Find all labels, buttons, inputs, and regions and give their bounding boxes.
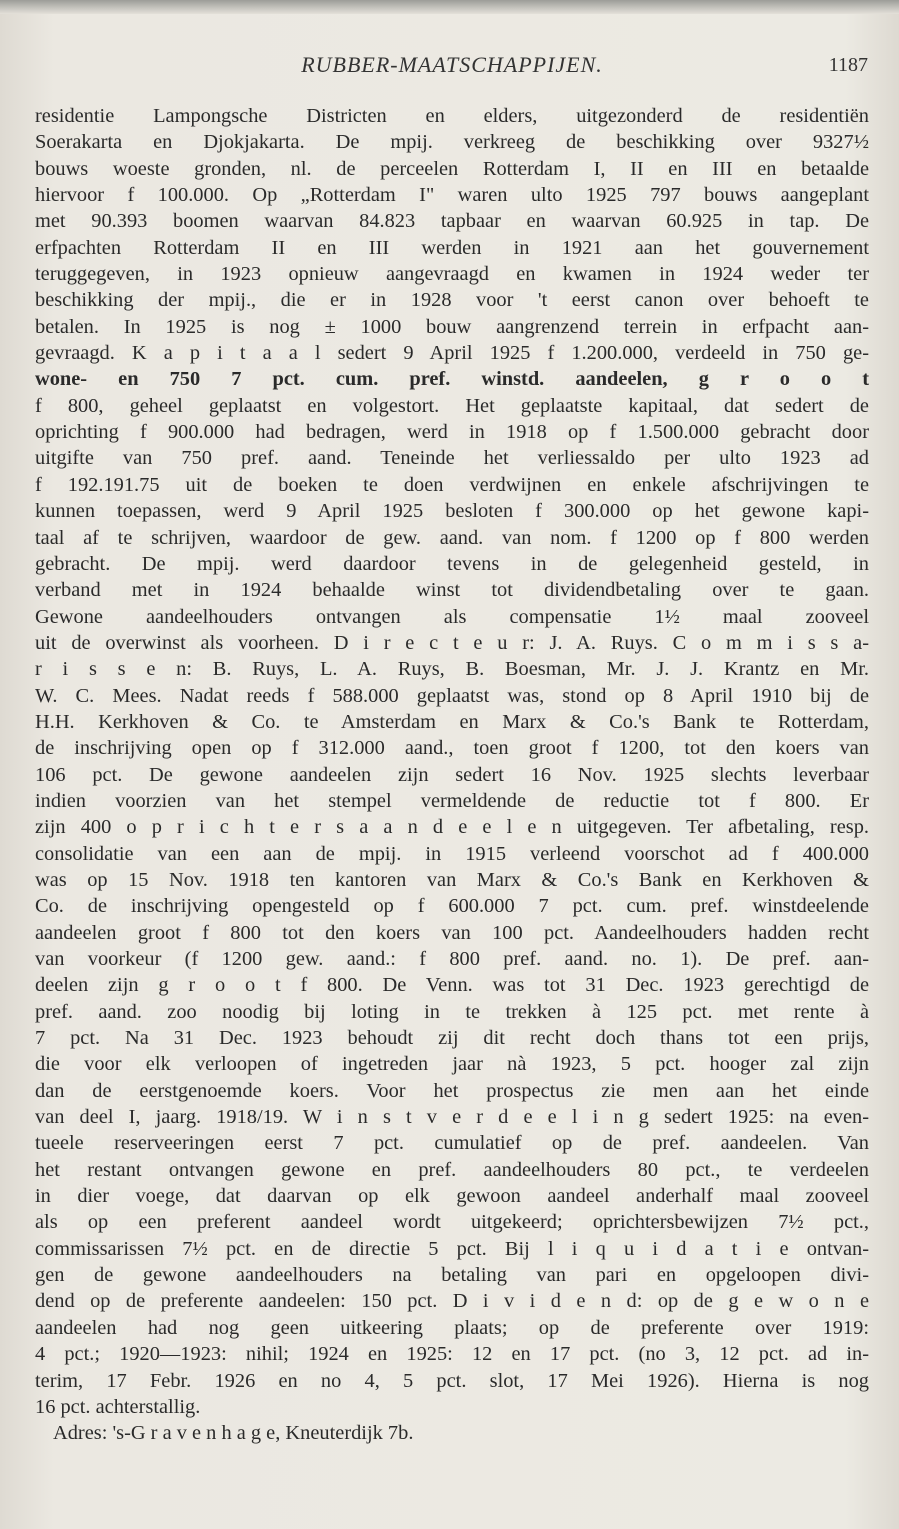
- text-line: indien voorzien van het stempel vermeldende de reductie tot f 800. Er: [35, 789, 869, 812]
- text-line: gen de gewone aandeelhouders na betaling van pari en opgeloopen divi-: [35, 1264, 869, 1287]
- text-line: bouws woeste gronden, nl. de perceelen Rotterdam I, II en III en betaalde: [35, 157, 869, 180]
- text-line: was op 15 Nov. 1918 ten kantoren van Marx & Co.'s Bank en Kerkhoven &: [35, 868, 869, 891]
- text-line: teruggegeven, in 1923 opnieuw aangevraagd en kwamen in 1924 weder ter: [35, 263, 869, 286]
- text-line: aandeelen had nog geen uitkeering plaats; op de preferente over 1919:: [35, 1316, 869, 1339]
- text-line: f 192.191.75 uit de boeken te doen verdwijnen en enkele afschrijvingen te: [35, 473, 869, 496]
- text-line: f 800, geheel geplaatst en volgestort. Het geplaatste kapitaal, dat sedert de: [35, 394, 869, 417]
- text-line: H.H. Kerkhoven & Co. te Amsterdam en Marx & Co.'s Bank te Rotterdam,: [35, 710, 869, 733]
- text-line: W. C. Mees. Nadat reeds f 588.000 geplaatst was, stond op 8 April 1910 bij de: [35, 684, 869, 707]
- text-line: beschikking der mpij., die er in 1928 voor 't eerst canon over behoeft te: [35, 289, 869, 312]
- text-line: commissarissen 7½ pct. en de directie 5 pct. Bij l i q u i d a t i e ontvan-: [35, 1237, 869, 1260]
- text-line-bold: wone- en 750 7 pct. cum. pref. winstd. aandeelen, g r o o t: [35, 368, 869, 391]
- text-line: in dier voege, dat daarvan op elk gewoon aandeel anderhalf maal zooveel: [35, 1185, 869, 1208]
- text-line: Gewone aandeelhouders ontvangen als compensatie 1½ maal zooveel: [35, 605, 869, 628]
- text-line: consolidatie van een aan de mpij. in 1915 verleend voorschot ad f 400.000: [35, 842, 869, 865]
- text-line: uitgifte van 750 pref. aand. Teneinde het verliessaldo per ulto 1923 ad: [35, 447, 869, 470]
- text-line: dend op de preferente aandeelen: 150 pct. D i v i d e n d: op de g e w o n e: [35, 1290, 869, 1313]
- text-line: 4 pct.; 1920—1923: nihil; 1924 en 1925: 12 en 17 pct. (no 3, 12 pct. ad in-: [35, 1343, 869, 1366]
- text-line: deelen zijn g r o o t f 800. De Venn. was tot 31 Dec. 1923 gerechtigd de: [35, 974, 869, 997]
- body-text: [35, 103, 869, 1447]
- text-line: Soerakarta en Djokjakarta. De mpij. verkreeg de beschikking over 9327½: [35, 131, 869, 154]
- address-line: Adres: 's-G r a v e n h a g e, Kneuterdijk 7b.: [53, 1422, 414, 1445]
- text-line: de inschrijving open op f 312.000 aand., toen groot f 1200, tot den koers van: [35, 737, 869, 760]
- text-line: gebracht. De mpij. werd daardoor tevens in de gelegenheid gesteld, in: [35, 552, 869, 575]
- text-line: zijn 400 o p r i c h t e r s a a n d e e l e n uitgegeven. Ter afbetaling, resp.: [35, 816, 869, 839]
- text-line: betalen. In 1925 is nog ± 1000 bouw aangrenzend terrein in erfpacht aan-: [35, 315, 869, 338]
- text-line: hiervoor f 100.000. Op „Rotterdam I" waren ulto 1925 797 bouws aangeplant: [35, 184, 869, 207]
- text-line: erfpachten Rotterdam II en III werden in 1921 aan het gouvernement: [35, 236, 869, 259]
- text-line: 106 pct. De gewone aandeelen zijn sedert 16 Nov. 1925 slechts leverbaar: [35, 763, 869, 786]
- text-line: r i s s e n: B. Ruys, L. A. Ruys, B. Boesman, Mr. J. J. Krantz en Mr.: [35, 658, 869, 681]
- text-line: van deel I, jaarg. 1918/19. W i n s t v e r d e e l i n g sedert 1925: na even-: [35, 1106, 869, 1129]
- scan-top-edge: [0, 0, 899, 14]
- text-line: die voor elk verloopen of ingetreden jaar nà 1923, 5 pct. hooger zal zijn: [35, 1053, 869, 1076]
- text-line: aandeelen groot f 800 tot den koers van 100 pct. Aandeelhouders hadden recht: [35, 921, 869, 944]
- text-line: taal af te schrijven, waardoor de gew. aand. van nom. f 1200 op f 800 werden: [35, 526, 869, 549]
- text-line: dan de eerstgenoemde koers. Voor het prospectus zie men aan het einde: [35, 1079, 869, 1102]
- text-line: met 90.393 boomen waarvan 84.823 tapbaar en waarvan 60.925 in tap. De: [35, 210, 869, 233]
- text-line: 16 pct. achterstallig.: [35, 1395, 201, 1418]
- text-line: 7 pct. Na 31 Dec. 1923 behoudt zij dit recht doch thans tot een prijs,: [35, 1027, 869, 1050]
- text-line: pref. aand. zoo noodig bij loting in te trekken à 125 pct. met rente à: [35, 1000, 869, 1023]
- text-line: oprichting f 900.000 had bedragen, werd in 1918 op f 1.500.000 gebracht door: [35, 421, 869, 444]
- text-line: residentie Lampongsche Districten en elders, uitgezonderd de residentiën: [35, 105, 869, 127]
- text-line: gevraagd. K a p i t a a l sedert 9 April 1925 f 1.200.000, verdeeld in 750 ge-: [35, 342, 869, 365]
- text-line: het restant ontvangen gewone en pref. aandeelhouders 80 pct., te verdeelen: [35, 1158, 869, 1181]
- page-number: 1187: [828, 54, 868, 76]
- text-line: uit de overwinst als voorheen. D i r e c t e u r: J. A. Ruys. C o m m i s s a-: [35, 631, 869, 654]
- text-line: Co. de inschrijving opengesteld op f 600.000 7 pct. cum. pref. winstdeelende: [35, 895, 869, 918]
- text-line: van voorkeur (f 1200 gew. aand.: f 800 pref. aand. no. 1). De pref. aan-: [35, 948, 869, 970]
- text-line: als op een preferent aandeel wordt uitgekeerd; oprichtersbewijzen 7½ pct.,: [35, 1211, 869, 1234]
- text-line: tueele reserveeringen eerst 7 pct. cumulatief op de pref. aandeelen. Van: [35, 1132, 869, 1155]
- text-line: verband met in 1924 behaalde winst tot dividendbetaling over te gaan.: [35, 579, 869, 602]
- page-header: [36, 52, 868, 86]
- running-title: RUBBER-MAATSCHAPPIJEN.: [301, 52, 603, 77]
- text-line: terim, 17 Febr. 1926 en no 4, 5 pct. slot, 17 Mei 1926). Hierna is nog: [35, 1369, 869, 1392]
- text-line: kunnen toepassen, werd 9 April 1925 besloten f 300.000 op het gewone kapi-: [35, 500, 869, 523]
